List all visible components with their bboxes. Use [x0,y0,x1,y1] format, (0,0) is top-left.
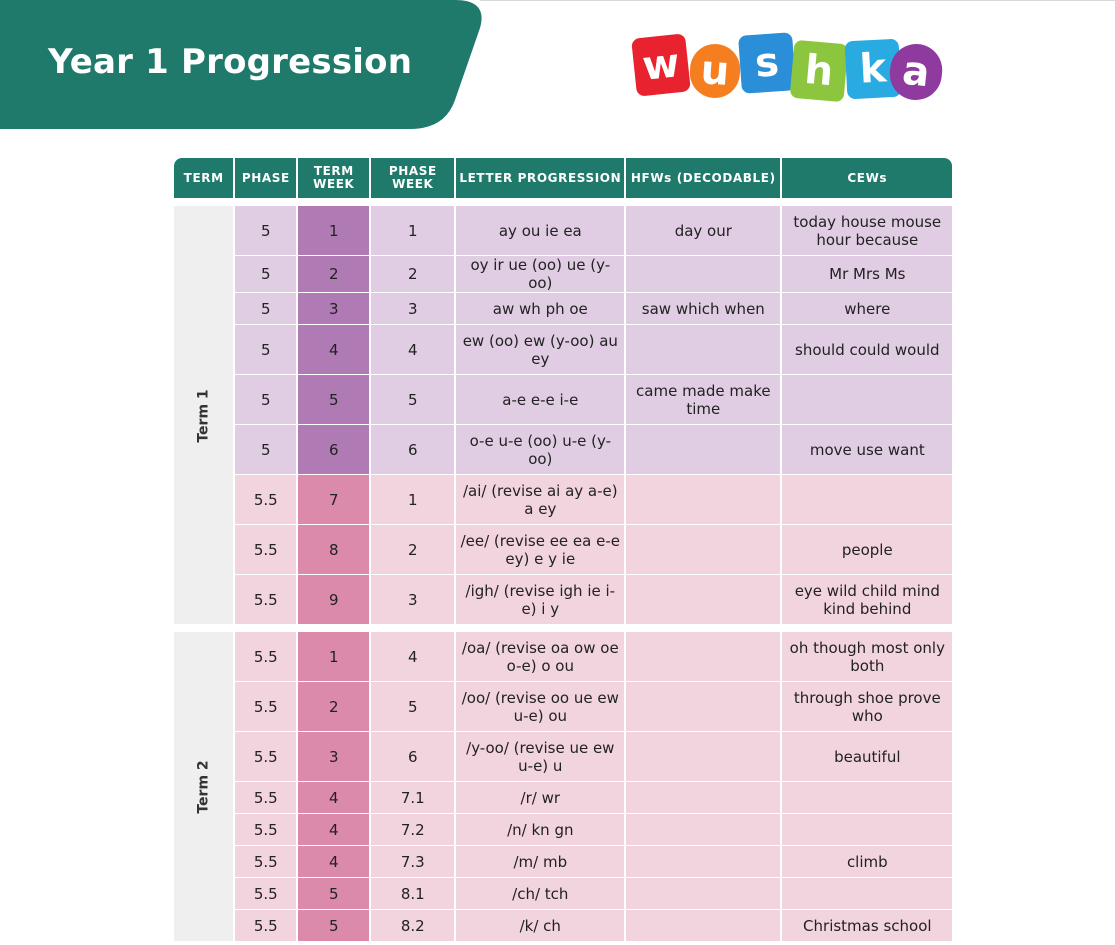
table-row [174,782,952,813]
hfws-cell [626,910,780,941]
term-week-cell: 4 [298,814,369,845]
letter-progression-cell: /r/ wr [456,782,624,813]
phase-cell: 5 [235,293,296,324]
col-header-term-week: TERM WEEK [298,158,369,198]
cews-cell [782,878,952,909]
cews-cell: Christmas school [782,910,952,941]
top-divider [480,0,1115,1]
term-week-cell: 7 [298,475,369,524]
letter-progression-cell: ew (oo) ew (y-oo) au ey [456,325,624,374]
letter-progression-cell: o-e u-e (oo) u-e (y-oo) [456,425,624,474]
phase-week-cell: 7.2 [371,814,454,845]
letter-progression-cell: /k/ ch [456,910,624,941]
table-row [174,293,952,324]
col-header-letter-progression: LETTER PROGRESSION [456,158,624,198]
table-row [174,878,952,909]
letter-progression-cell: /y-oo/ (revise ue ew u-e) u [456,732,624,781]
hfws-cell [626,575,780,624]
hfws-cell: came made make time [626,375,780,424]
phase-week-cell: 6 [371,732,454,781]
term-week-cell: 1 [298,632,369,681]
col-header-hfws: HFWs (DECODABLE) [626,158,780,198]
term-week-cell: 4 [298,325,369,374]
table-row [174,575,952,624]
hfws-cell [626,846,780,877]
cews-cell [782,375,952,424]
table-row [174,206,952,255]
term-week-cell: 8 [298,525,369,574]
phase-cell: 5 [235,425,296,474]
hfws-cell [626,632,780,681]
phase-week-cell: 4 [371,632,454,681]
phase-cell: 5 [235,206,296,255]
phase-week-cell: 3 [371,293,454,324]
term-week-cell: 5 [298,375,369,424]
phase-week-cell: 3 [371,575,454,624]
phase-week-cell: 6 [371,425,454,474]
phase-cell: 5.5 [235,632,296,681]
hfws-cell: day our [626,206,780,255]
cews-cell: people [782,525,952,574]
logo-letter-a: a [887,41,945,102]
cews-cell: beautiful [782,732,952,781]
phase-week-cell: 2 [371,256,454,292]
hfws-cell [626,425,780,474]
table-row [174,732,952,781]
phase-cell: 5.5 [235,525,296,574]
phase-week-cell: 7.3 [371,846,454,877]
hfws-cell [626,475,780,524]
phase-cell: 5.5 [235,910,296,941]
col-header-cews: CEWs [782,158,952,198]
col-header-term: TERM [174,158,233,198]
cews-cell: where [782,293,952,324]
letter-progression-cell: /ee/ (revise ee ea e-e ey) e y ie [456,525,624,574]
cews-cell [782,782,952,813]
phase-cell: 5.5 [235,475,296,524]
term-week-cell: 5 [298,910,369,941]
term-label: Term 1 [195,388,212,443]
letter-progression-cell: /igh/ (revise igh ie i-e) i y [456,575,624,624]
letter-progression-cell: /m/ mb [456,846,624,877]
phase-cell: 5 [235,375,296,424]
letter-progression-cell: /n/ kn gn [456,814,624,845]
phase-week-cell: 1 [371,475,454,524]
hfws-cell: saw which when [626,293,780,324]
term-week-cell: 3 [298,293,369,324]
wushka-logo [632,30,942,106]
letter-progression-cell: aw wh ph oe [456,293,624,324]
cews-cell [782,475,952,524]
table-row [174,475,952,524]
hfws-cell [626,782,780,813]
col-header-phase: PHASE [235,158,296,198]
term-week-cell: 9 [298,575,369,624]
table-row [174,814,952,845]
term-week-cell: 2 [298,682,369,731]
cews-cell: through shoe prove who [782,682,952,731]
table-row [174,682,952,731]
phase-cell: 5 [235,256,296,292]
phase-cell: 5 [235,325,296,374]
phase-cell: 5.5 [235,846,296,877]
cews-cell: today house mouse hour because [782,206,952,255]
logo-letter-k: k [845,39,902,100]
term-week-cell: 4 [298,846,369,877]
table-row [174,425,952,474]
phase-week-cell: 8.1 [371,878,454,909]
phase-cell: 5.5 [235,782,296,813]
table-row [174,525,952,574]
letter-progression-cell: /ch/ tch [456,878,624,909]
term-cell [174,206,233,624]
phase-week-cell: 5 [371,682,454,731]
phase-cell: 5.5 [235,682,296,731]
cews-cell: move use want [782,425,952,474]
cews-cell: eye wild child mind kind behind [782,575,952,624]
table-header-row [174,158,952,198]
letter-progression-cell: ay ou ie ea [456,206,624,255]
cews-cell: oh though most only both [782,632,952,681]
hfws-cell [626,256,780,292]
progression-table [172,157,954,942]
term-week-cell: 2 [298,256,369,292]
table-row [174,375,952,424]
table-row [174,256,952,292]
hfws-cell [626,325,780,374]
phase-week-cell: 5 [371,375,454,424]
phase-cell: 5.5 [235,878,296,909]
hfws-cell [626,525,780,574]
phase-cell: 5.5 [235,575,296,624]
hfws-cell [626,732,780,781]
term-week-cell: 6 [298,425,369,474]
page-title: Year 1 Progression [48,42,413,82]
phase-week-cell: 4 [371,325,454,374]
logo-letter-h: h [790,40,849,102]
phase-cell: 5.5 [235,732,296,781]
cews-cell: Mr Mrs Ms [782,256,952,292]
logo-letter-w: w [631,33,691,96]
hfws-cell [626,682,780,731]
hfws-cell [626,814,780,845]
phase-week-cell: 8.2 [371,910,454,941]
letter-progression-cell: oy ir ue (oo) ue (y-oo) [456,256,624,292]
term-label: Term 2 [195,760,212,814]
letter-progression-cell: a-e e-e i-e [456,375,624,424]
phase-week-cell: 2 [371,525,454,574]
phase-cell: 5.5 [235,814,296,845]
table-row [174,910,952,941]
hfws-cell [626,878,780,909]
letter-progression-cell: /oa/ (revise oa ow oe o-e) o ou [456,632,624,681]
cews-cell [782,814,952,845]
col-header-phase-week: PHASE WEEK [371,158,454,198]
table-row [174,325,952,374]
letter-progression-cell: /ai/ (revise ai ay a-e) a ey [456,475,624,524]
term-week-cell: 5 [298,878,369,909]
term-cell [174,632,233,941]
term-week-cell: 1 [298,206,369,255]
phase-week-cell: 7.1 [371,782,454,813]
cews-cell: climb [782,846,952,877]
table-row [174,632,952,681]
table-row [174,846,952,877]
cews-cell: should could would [782,325,952,374]
logo-letter-u: u [688,42,742,99]
letter-progression-cell: /oo/ (revise oo ue ew u-e) ou [456,682,624,731]
phase-week-cell: 1 [371,206,454,255]
term-week-cell: 3 [298,732,369,781]
logo-letter-s: s [738,32,796,94]
term-week-cell: 4 [298,782,369,813]
